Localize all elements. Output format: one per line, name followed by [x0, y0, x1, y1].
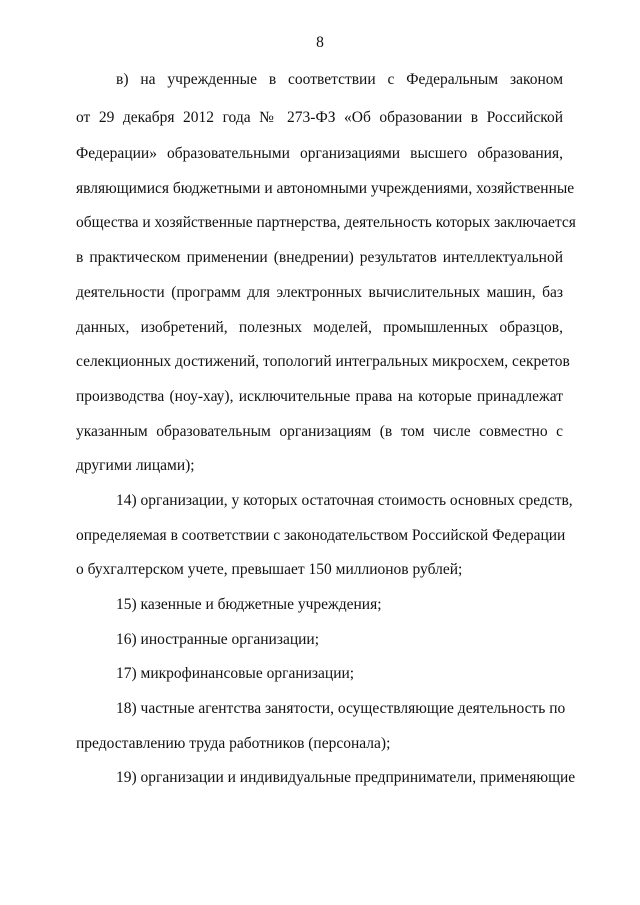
text-line: о бухгалтерском учете, превышает 150 миллионов рублей; [76, 561, 463, 578]
text-line: в) на учрежденные в соответствии с Федеральным законом [116, 71, 563, 88]
text-line: в практическом применении (внедрении) результатов интеллектуальной [76, 249, 563, 266]
text-line: общества и хозяйственные партнерства, деятельность которых заключается [76, 214, 576, 231]
text-line: другими лицами); [76, 457, 195, 474]
text-line: данных, изобретений, полезных моделей, промышленных образцов, [76, 319, 563, 336]
page-number: 8 [316, 34, 324, 51]
text-line: 16) иностранные организации; [116, 631, 320, 648]
text-line: Федерации» образовательными организациями высшего образования, [76, 145, 563, 162]
text-line: деятельности (программ для электронных вычислительных машин, баз [76, 284, 563, 301]
text-line: определяемая в соответствии с законодательством Российской Федерации [76, 527, 566, 544]
text-line: производства (ноу-хау), исключительные права на которые принадлежат [76, 388, 563, 405]
text-line: 17) микрофинансовые организации; [116, 665, 355, 682]
text-line: от 29 декабря 2012 года № 273-ФЗ «Об образовании в Российской [76, 109, 563, 126]
text-line: являющимися бюджетными и автономными учреждениями, хозяйственные [76, 180, 575, 197]
text-line: селекционных достижений, топологий интегральных микросхем, секретов [76, 353, 570, 370]
text-line: 15) казенные и бюджетные учреждения; [116, 596, 382, 613]
text-line: 14) организации, у которых остаточная стоимость основных средств, [116, 492, 573, 509]
text-line: 18) частные агентства занятости, осуществляющие деятельность по [116, 700, 566, 717]
text-line: 19) организации и индивидуальные предприниматели, применяющие [116, 769, 576, 786]
text-line: предоставлению труда работников (персонала); [76, 735, 391, 752]
text-line: указанным образовательным организациям (в том числе совместно с [76, 423, 563, 440]
